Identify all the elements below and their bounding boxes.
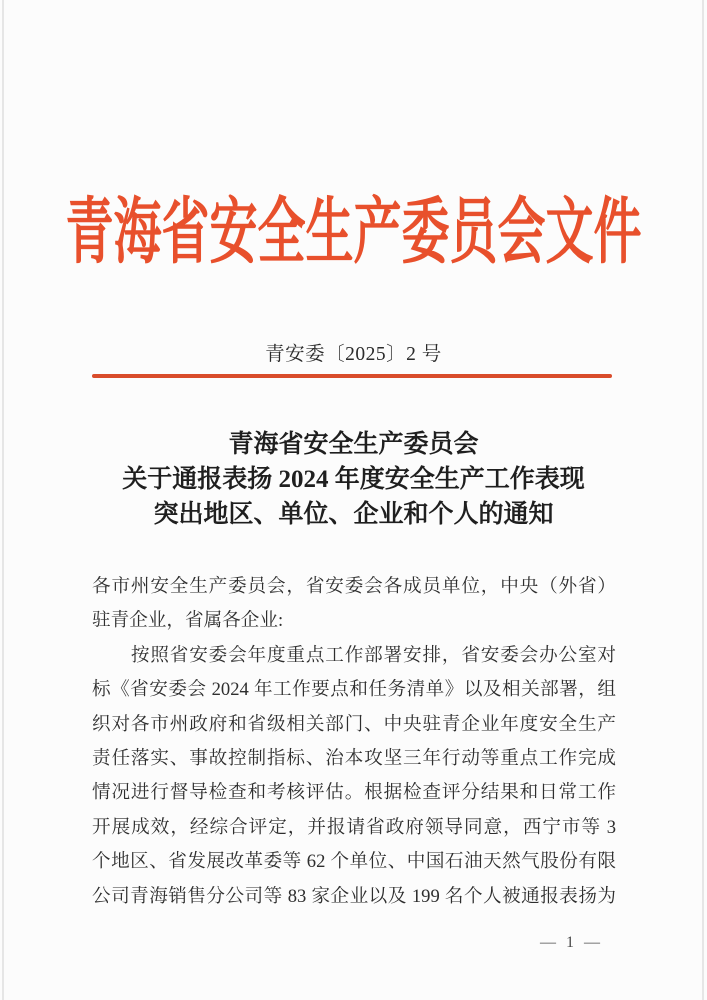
- body-line: 织对各市州政府和省级相关部门、中央驻青企业年度安全生产: [92, 713, 616, 735]
- document-header-title: 青海省安全生产委员会文件: [65, 193, 642, 273]
- title-line-2: 关于通报表扬 2024 年度安全生产工作表现: [122, 466, 585, 493]
- body-line: 各市州安全生产委员会，省安委会各成员单位，中央（外省）: [92, 576, 616, 597]
- body-line: 情况进行督导检查和考核评估。根据检查评分结果和日常工作: [92, 782, 616, 804]
- body-line: 责任落实、事故控制指标、治本攻坚三年行动等重点工作完成: [92, 748, 616, 770]
- title-line-3: 突出地区、单位、企业和个人的通知: [153, 501, 554, 528]
- red-separator-line: [92, 374, 612, 378]
- body-line: 驻青企业，省属各企业:: [92, 610, 284, 632]
- body-line: 个地区、省发展改革委等 62 个单位、中国石油天然气股份有限: [92, 851, 616, 873]
- page-number: — 1 —: [540, 934, 603, 951]
- document-title: [0, 427, 707, 532]
- body-line: 公司青海销售分公司等 83 家企业以及 199 名个人被通报表扬为: [92, 885, 616, 907]
- body-line: 开展成效，经综合评定，并报请省政府领导同意，西宁市等 3: [92, 816, 616, 838]
- title-line-1: 青海省安全生产委员会: [228, 431, 479, 458]
- doc-number: 青安委〔2025〕2 号: [265, 344, 442, 365]
- body-line: 按照省安委会年度重点工作部署安排，省安委会办公室对: [92, 644, 616, 666]
- body-line: 标《省安委会 2024 年工作要点和任务清单》以及相关部署，组: [92, 679, 616, 701]
- document-body: [92, 570, 616, 914]
